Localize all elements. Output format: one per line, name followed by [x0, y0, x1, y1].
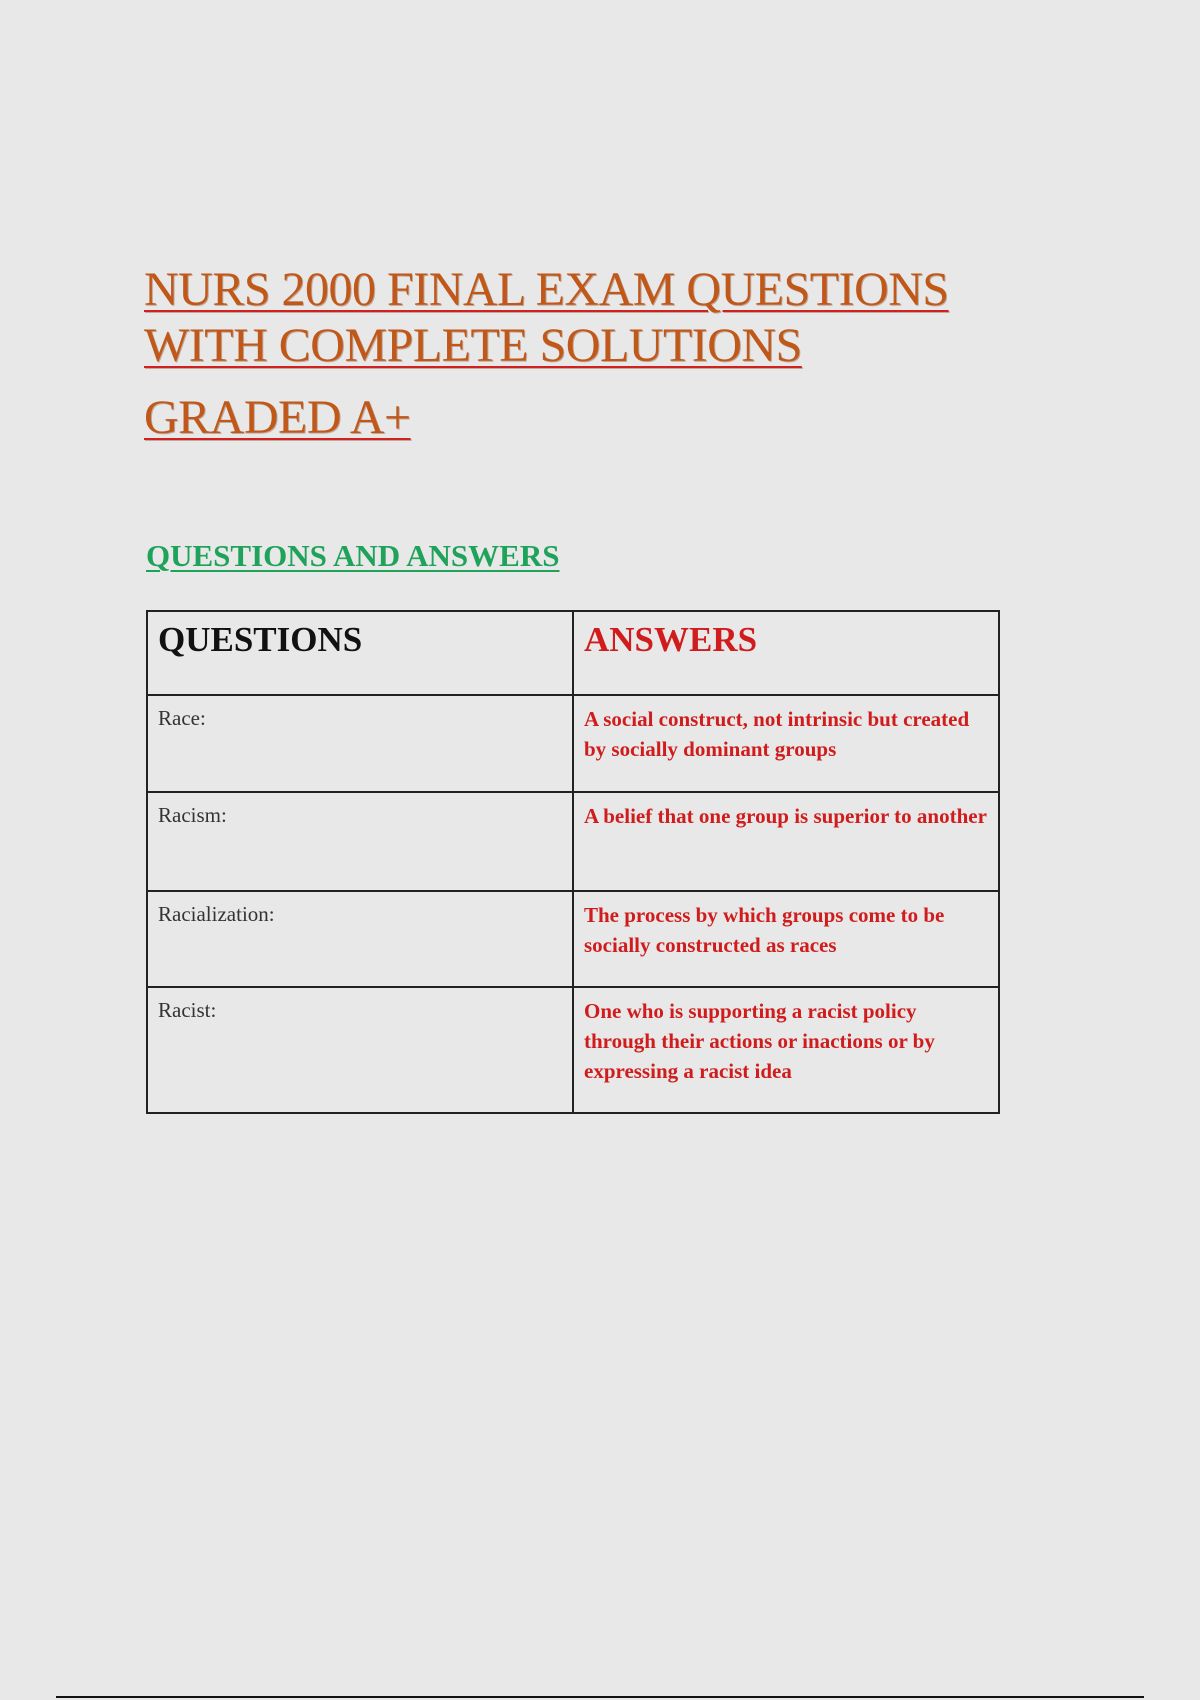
title-line-2: WITH COMPLETE SOLUTIONS — [144, 319, 802, 372]
section-heading: QUESTIONS AND ANSWERS — [146, 538, 560, 573]
table-row — [147, 891, 999, 987]
answer-cell — [573, 792, 999, 891]
answer-cell — [573, 695, 999, 792]
question-text: Racism: — [158, 803, 227, 827]
question-text: Racist: — [158, 998, 217, 1022]
answer-cell — [573, 987, 999, 1113]
answer-text: The process by which groups come to be socially constructed as races — [584, 903, 945, 957]
question-cell — [147, 695, 573, 792]
document-title — [144, 262, 1044, 446]
table-row — [147, 695, 999, 792]
bottom-rule — [56, 1696, 1144, 1698]
header-cell-questions — [147, 611, 573, 695]
answer-cell — [573, 891, 999, 987]
answer-text: A belief that one group is superior to another — [584, 804, 987, 828]
header-answers-label: ANSWERS — [584, 620, 758, 659]
header-questions-label: QUESTIONS — [158, 620, 363, 659]
answer-text: A social construct, not intrinsic but created by socially dominant groups — [584, 707, 970, 761]
table-row — [147, 987, 999, 1113]
header-cell-answers — [573, 611, 999, 695]
qa-table — [146, 610, 1000, 1114]
table-row — [147, 792, 999, 891]
question-text: Race: — [158, 706, 206, 730]
question-text: Racialization: — [158, 902, 275, 926]
question-cell — [147, 987, 573, 1113]
title-line-1: NURS 2000 FINAL EXAM QUESTIONS — [144, 263, 949, 316]
answer-text: One who is supporting a racist policy through their actions or inactions or by expressing a racist idea — [584, 999, 935, 1083]
table-header-row — [147, 611, 999, 695]
question-cell — [147, 891, 573, 987]
title-line-3: GRADED A+ — [144, 391, 411, 444]
question-cell — [147, 792, 573, 891]
